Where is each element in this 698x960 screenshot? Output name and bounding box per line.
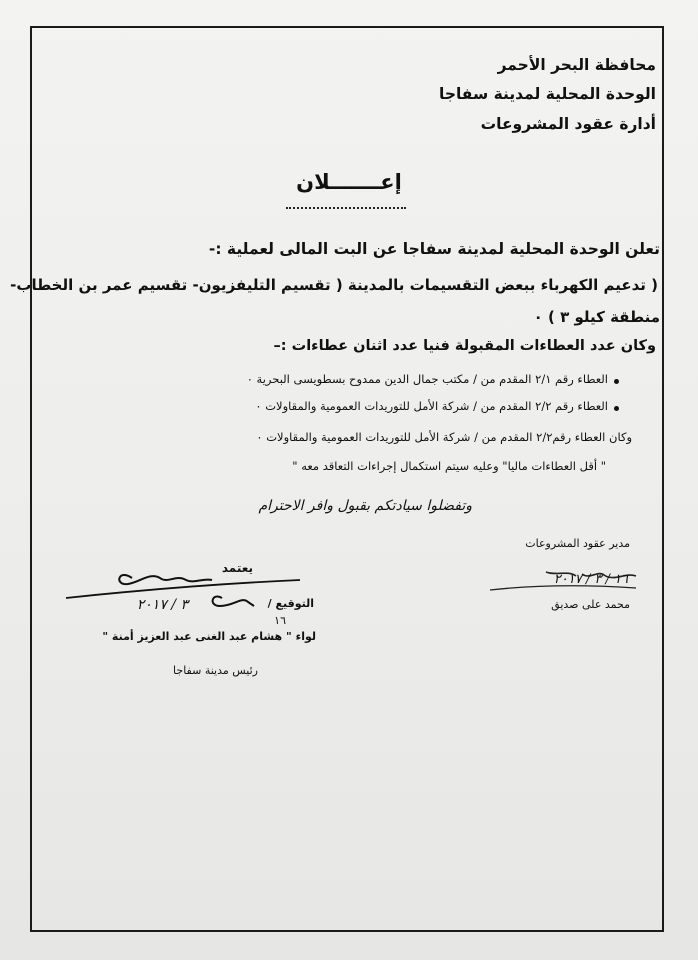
governorate-name: محافظة البحر الأحمر: [497, 56, 656, 74]
winning-bid: وكان العطاء رقم٢/٢ المقدم من / شركة الأمل للتوريدات العمومية والمقاولات ٠: [256, 430, 632, 444]
manager-name: محمد على صديق: [551, 598, 630, 611]
bullet-1: [614, 379, 619, 384]
projects-manager-title: مدير عقود المشروعات: [525, 537, 630, 550]
project-line-1: ( تدعيم الكهرباء ببعض التقسيمات بالمدينة ( تقسيم التليفزيون- تقسيم عمر بن الخطاب-: [10, 276, 658, 294]
project-line-2: منطقة كيلو ٣ ) ٠: [533, 308, 660, 326]
mayor-sign-date: ٣ / ٢٠١٧: [136, 597, 188, 613]
manager-sign-date: ١٦ / ٣ / ٢٠١٧: [553, 572, 628, 587]
page-border: [30, 26, 664, 932]
mayor-sign-day: ١٦: [274, 614, 286, 627]
signature-label: التوقيع /: [267, 597, 314, 610]
mayor-signature-icon: [62, 562, 312, 622]
local-unit-name: الوحدة المحلية لمدينة سفاجا: [439, 85, 656, 103]
intro-line: تعلن الوحدة المحلية لمدينة سفاجا عن البت المالى لعملية :-: [208, 240, 660, 258]
mayor-title: رئيس مدينة سفاجا: [173, 664, 258, 677]
bids-count-line: وكان عدد العطاءات المقبولة فنيا عدد اثنان عطاءات :–: [273, 338, 656, 354]
approved-label: يعتمد: [221, 561, 253, 575]
title-underline: [286, 207, 406, 209]
bid-item-1: العطاء رقم ٢/١ المقدم من / مكتب جمال الدين ممدوح بسطويسى البحرية ٠: [246, 372, 608, 386]
announcement-title: إعـــــــلان: [296, 170, 402, 194]
bid-item-2: العطاء رقم ٢/٢ المقدم من / شركة الأمل للتوريدات العمومية والمقاولات ٠: [255, 399, 608, 413]
lowest-bid-note: " أقل العطاءات ماليا" وعليه سيتم استكمال إجراءات التعاقد معه ": [292, 459, 606, 473]
closing-line: وتفضلوا سيادتكم بقبول وافر الاحترام: [258, 498, 472, 514]
bullet-2: [614, 406, 619, 411]
department-name: أدارة عقود المشروعات: [480, 115, 656, 133]
mayor-name: لواء " هشام عبد الغنى عبد العزيز أمنة ": [102, 630, 316, 643]
